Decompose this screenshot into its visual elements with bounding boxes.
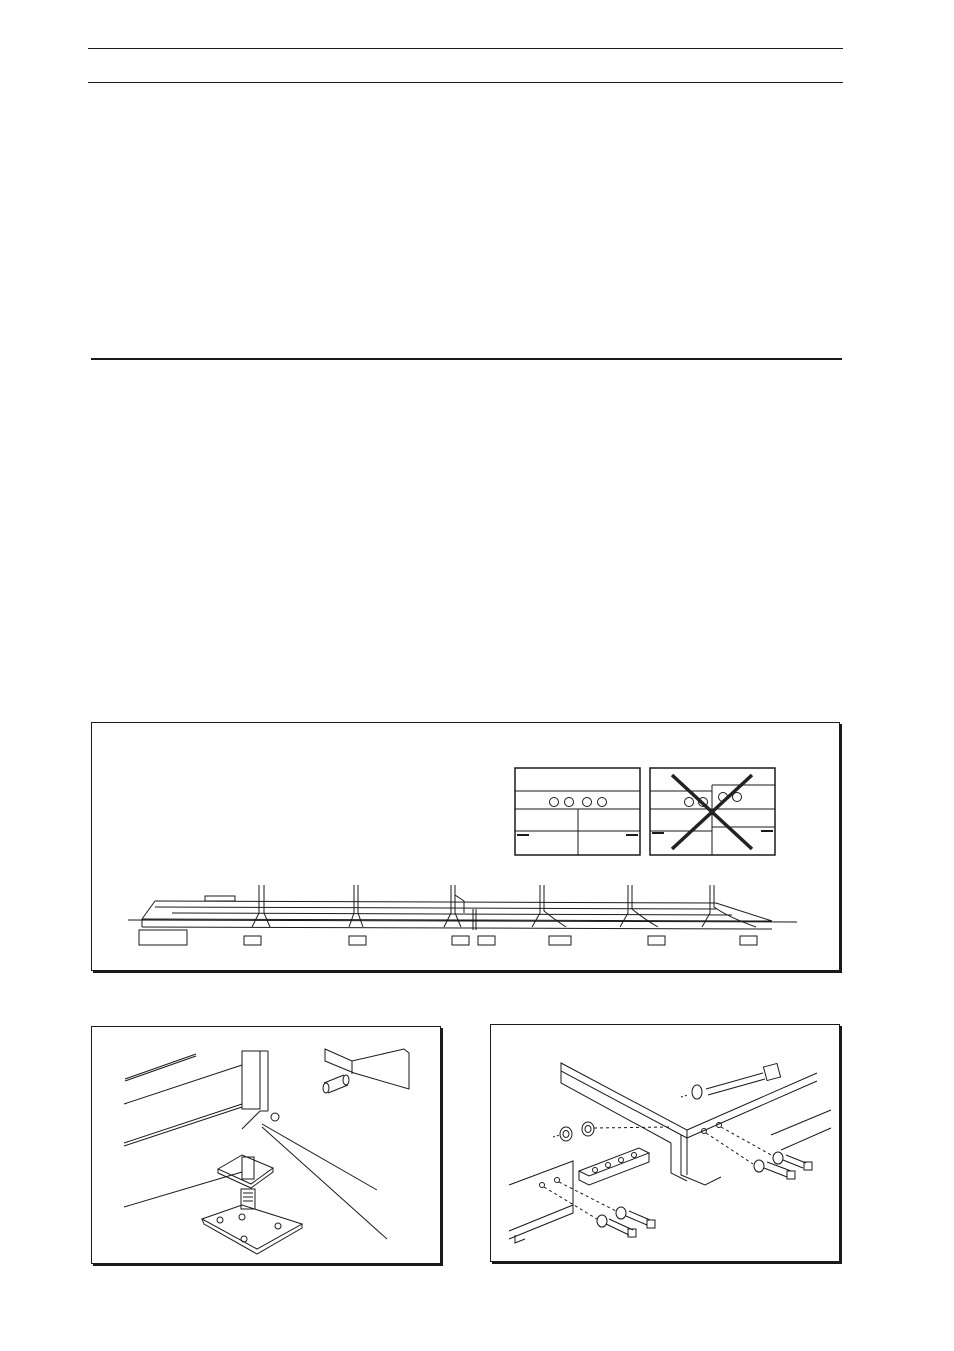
correct-joint-icon: [515, 768, 640, 855]
incorrect-joint-icon: [650, 768, 775, 855]
figure-leveling-foot: [91, 1026, 441, 1264]
section-divider: [91, 358, 842, 360]
figure-rail-splice: [490, 1024, 840, 1262]
header-rule-bottom: [88, 82, 843, 83]
track-overview-drawing: [92, 723, 841, 972]
header-rule-top: [88, 48, 843, 49]
figure-track-assembly: [91, 722, 840, 971]
leveling-foot-drawing: [92, 1027, 442, 1265]
splice-bolt-drawing: [491, 1025, 841, 1263]
